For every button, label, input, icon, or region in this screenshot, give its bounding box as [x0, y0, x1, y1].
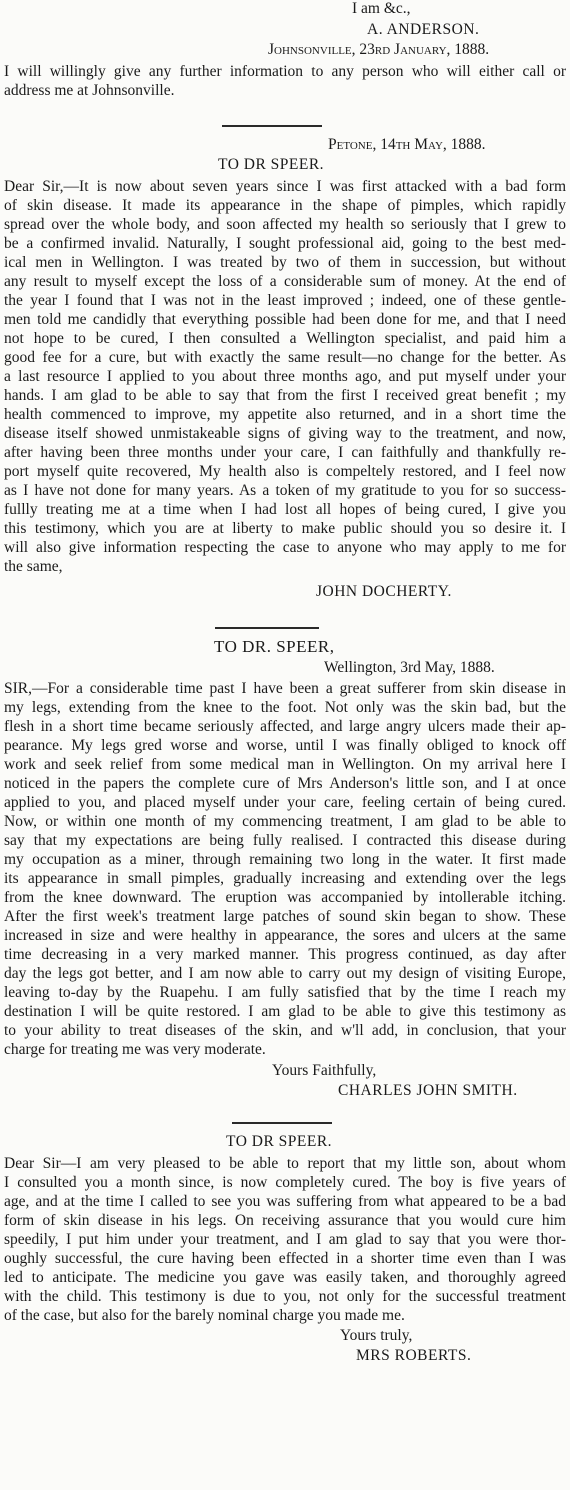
- closing-yours-faithfully: Yours Faithfully,: [272, 1062, 377, 1079]
- text-line: form of skin disease in his legs. On receiving assurance that you would cure him: [4, 1212, 566, 1229]
- text-line: time decreasing in a very marked manner. This progress continued, as day after: [4, 946, 566, 963]
- text-line: noticed in the papers the complete cure of Mrs Anderson's little son, and I at once: [4, 775, 566, 792]
- salutation: I am &c.,: [352, 0, 411, 17]
- signature-docherty: JOHN DOCHERTY.: [316, 583, 452, 600]
- place-date-wellington: Wellington, 3rd May, 1888.: [324, 659, 495, 676]
- text-line: work and seek relief from some medical man in Wellington. On my arrival here I: [4, 756, 566, 773]
- text-line: my legs, extending from the knee to the foot. Not only was the skin bad, but the: [4, 699, 566, 716]
- closing-yours-truly: Yours truly,: [340, 1327, 413, 1344]
- text-line: destination I will be quite restored. I am glad to be able to give this testimony as: [4, 1003, 566, 1020]
- text-line: Dear Sir,—It is now about seven years since I was first attacked with a bad form: [4, 178, 566, 195]
- section-rule: [222, 125, 322, 127]
- text-line: after having been three months under your care, I can faithfully and thankfully re-: [4, 444, 566, 461]
- text-line: speedily, I put him under your treatment, and I am glad to say that you were thor-: [4, 1231, 566, 1248]
- text-line: this testimony, which you are at liberty to make public should you so desire it. I: [4, 520, 566, 537]
- text-line: pearance. My legs gred worse and worse, until I was finally obliged to knock off: [4, 737, 566, 754]
- text-line: to your ability to treat diseases of the skin, and w'll add, in conclusion, that your: [4, 1022, 566, 1039]
- text-line: will also give information respecting the case to anyone who may apply to me for: [4, 539, 566, 556]
- text-line: I consulted you a month since, is now completely cured. The boy is five years of: [4, 1174, 566, 1191]
- text-line: with the child. This testimony is due to you, not only for the successful treatment: [4, 1288, 566, 1305]
- signature-roberts: MRS ROBERTS.: [356, 1347, 472, 1364]
- heading-to-dr-speer: TO DR. SPEER,: [214, 637, 335, 656]
- text-line: disease itself showed unmistakeable signs of giving way to the treatment, and now,: [4, 425, 566, 442]
- section-rule: [215, 627, 319, 629]
- text-line: age, and at the time I called to see you was suffering from what appeared to be a bad: [4, 1193, 566, 1210]
- text-line: charge for treating me was very moderate.: [4, 1041, 266, 1058]
- text-line: spread over the whole body, and soon affected my health so seriously that I grew to: [4, 216, 566, 233]
- text-line: port myself quite recovered, My health also is compeltely restored, and I feel now: [4, 463, 566, 480]
- text-line: flesh in a short time became seriously affected, and large angry ulcers made their ap-: [4, 718, 566, 735]
- text-line: the same,: [4, 558, 63, 575]
- text-line: be a confirmed invalid. Naturally, I sought professional aid, going to the best med-: [4, 235, 566, 252]
- text-line: ical men in Wellington. I was treated by two of them in succession, but without: [4, 254, 566, 271]
- heading-to-dr-speer: TO DR SPEER.: [226, 1133, 333, 1150]
- text-line: of the case, but also for the barely nominal charge you made me.: [4, 1307, 405, 1324]
- text-line: oughly successful, the cure having been effected in a shorter time even than I was: [4, 1250, 566, 1267]
- text-line: my occupation as a miner, through remaining two long in the water. It first made: [4, 851, 566, 868]
- text-line: SIR,—For a considerable time past I have been a great sufferer from skin disease in: [4, 680, 566, 697]
- place-date-petone: Petone, 14th May, 1888.: [328, 136, 486, 153]
- text-line: say that my expectations are being fully realised. I contracted this disease during: [4, 832, 566, 849]
- text-line: any result to myself except the loss of a considerable sum of money. At the end of: [4, 273, 566, 290]
- text-line: the year I found that I was not in the least improved ; indeed, one of these gentle-: [4, 292, 566, 309]
- text-line: hands. I am glad to be able to say that from the first I received great benefit ; my: [4, 387, 566, 404]
- text-line: as I have not done for many years. As a token of my gratitude to you for so success-: [4, 482, 566, 499]
- text-line: leaving to-day by the Ruapehu. I am fully satisfied that by the time I reach my: [4, 984, 566, 1001]
- place-date-johnsonville: Johnsonville, 23rd January, 1888.: [268, 41, 490, 58]
- signature-anderson: A. ANDERSON.: [367, 21, 480, 38]
- text-line: day the legs got better, and I am now able to carry out my design of visiting Europe,: [4, 965, 566, 982]
- text-line: not hope to be cured, I then consulted a Wellington specialist, and paid him a: [4, 330, 566, 347]
- heading-to-dr-speer: TO DR SPEER.: [218, 156, 325, 173]
- section-rule: [232, 1122, 332, 1124]
- text-line: of skin disease. It made its appearance in the shape of pimples, which rapidly: [4, 197, 566, 214]
- text-line: led to anticipate. The medicine you gave was easily taken, and thoroughly agreed: [4, 1269, 566, 1286]
- text-line: its appearance in small pimples, gradually increasing and extending over the legs: [4, 870, 566, 887]
- text-line: Now, or within one month of my commencing treatment, I am glad to be able to: [4, 813, 566, 830]
- text-line: Dear Sir—I am very pleased to be able to report that my little son, about whom: [4, 1155, 566, 1172]
- text-line: After the first week's treatment large patches of sound skin began to show. These: [4, 908, 566, 925]
- signature-smith: CHARLES JOHN SMITH.: [338, 1082, 518, 1099]
- text-line: address me at Johnsonville.: [4, 82, 175, 99]
- text-line: from the knee downward. The eruption was accompanied by intollerable itching.: [4, 889, 566, 906]
- text-line: increased in size and were healthy in appearance, the sores and ulcers at the same: [4, 927, 566, 944]
- text-line: good fee for a cure, but with exactly the same result—no change for the better. As: [4, 349, 566, 366]
- text-line: a last resource I applied to you about three months ago, and put myself under your: [4, 368, 566, 385]
- text-line: applied to you, and placed myself under your care, feeling certain of being cured.: [4, 794, 566, 811]
- text-line: fullly treating me at a time when I had lost all hopes of being cured, I give you: [4, 501, 566, 518]
- text-line: health commenced to improve, my appetite also returned, and in a short time the: [4, 406, 566, 423]
- text-line: I will willingly give any further information to any person who will either call or: [4, 63, 566, 80]
- text-line: men told me candidly that everything possible had been done for me, and that I need: [4, 311, 566, 328]
